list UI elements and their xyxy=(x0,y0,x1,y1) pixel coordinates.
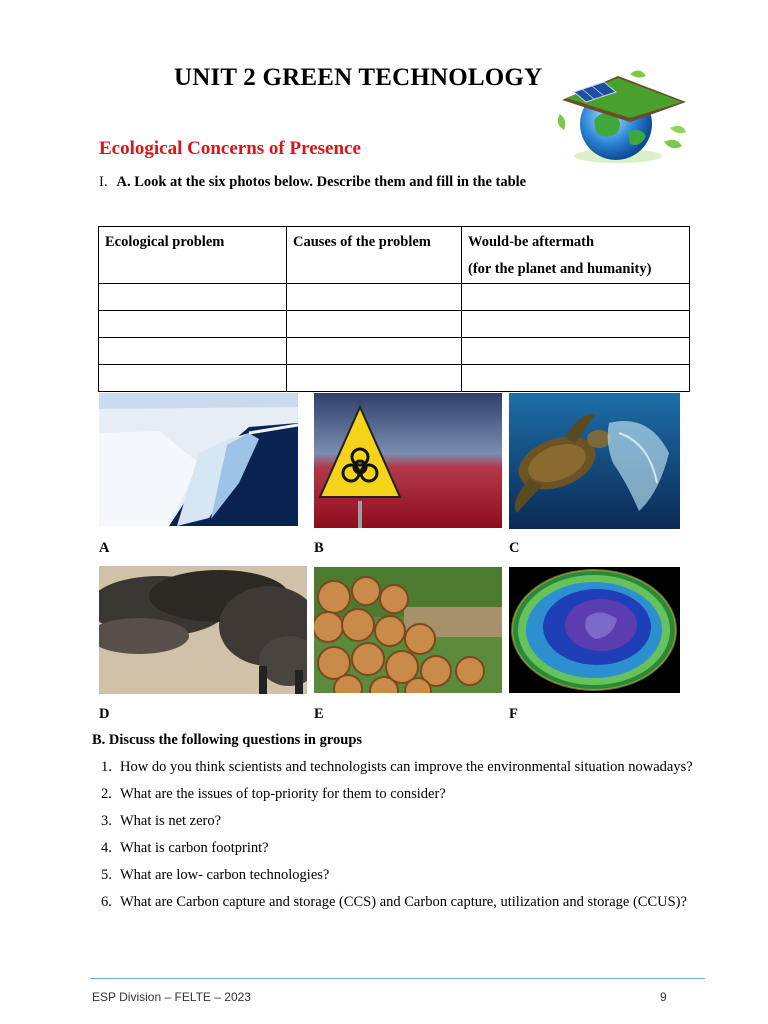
table-cell[interactable] xyxy=(287,365,462,392)
photo-c-turtle-plastic xyxy=(509,393,680,529)
table-cell[interactable] xyxy=(99,365,287,392)
photo-label-b: B xyxy=(314,540,324,556)
list-item xyxy=(99,808,705,835)
section-title: Ecological Concerns of Presence xyxy=(99,138,361,159)
photo-b-biohazard xyxy=(314,393,502,528)
discussion-questions xyxy=(99,754,705,916)
question-text: What is net zero? xyxy=(120,813,222,829)
question-text: What are Carbon capture and storage (CCS) and Carbon capture, utilization and storage (CCUS)? xyxy=(120,894,687,910)
table-cell[interactable] xyxy=(99,284,287,311)
table-row xyxy=(99,284,690,311)
footer-text: ESP Division – FELTE – 2023 xyxy=(92,990,251,1004)
table-cell[interactable] xyxy=(462,284,690,311)
list-item xyxy=(99,889,705,916)
question-number: 4. xyxy=(101,840,112,856)
table-cell[interactable] xyxy=(287,338,462,365)
table-row xyxy=(99,311,690,338)
table-cell[interactable] xyxy=(462,365,690,392)
photo-label-e: E xyxy=(314,706,324,722)
part-a-instruction-text: A. Look at the six photos below. Describe them and fill in the table xyxy=(116,174,527,190)
header-causes: Causes of the problem xyxy=(287,227,462,284)
question-text: What are the issues of top-priority for them to consider? xyxy=(120,786,446,802)
header-ecological-problem: Ecological problem xyxy=(99,227,287,284)
list-item xyxy=(99,862,705,889)
table-cell[interactable] xyxy=(287,284,462,311)
question-number: 6. xyxy=(101,894,112,910)
problem-table xyxy=(98,226,690,392)
table-cell[interactable] xyxy=(462,311,690,338)
table-cell[interactable] xyxy=(99,311,287,338)
table-header-row xyxy=(99,227,690,284)
question-number: 2. xyxy=(101,786,112,802)
table-cell[interactable] xyxy=(462,338,690,365)
part-b-heading: B. Discuss the following questions in groups xyxy=(92,732,363,748)
question-text: How do you think scientists and technologists can improve the environmental situation nowadays? xyxy=(120,759,693,775)
question-number: 1. xyxy=(101,759,112,775)
part-a-numeral: I. xyxy=(99,174,108,190)
photo-label-d: D xyxy=(99,706,110,722)
photo-label-f: F xyxy=(509,706,518,722)
table-cell[interactable] xyxy=(287,311,462,338)
footer-divider xyxy=(90,978,705,979)
list-item xyxy=(99,754,705,781)
photo-label-a: A xyxy=(99,540,110,556)
green-globe-logo-icon xyxy=(546,62,694,166)
list-item xyxy=(99,781,705,808)
photo-d-factory-smoke xyxy=(99,566,307,694)
list-item xyxy=(99,835,705,862)
page-title: UNIT 2 GREEN TECHNOLOGY xyxy=(174,64,543,91)
header-aftermath xyxy=(462,227,690,284)
photo-a-glacier xyxy=(99,393,298,526)
header-aftermath-line2: (for the planet and humanity) xyxy=(468,261,652,277)
question-text: What are low- carbon technologies? xyxy=(120,867,330,883)
table-cell[interactable] xyxy=(99,338,287,365)
photo-f-ozone-hole xyxy=(509,567,680,693)
header-aftermath-line1: Would-be aftermath xyxy=(468,234,595,250)
part-a-instruction xyxy=(99,174,526,191)
table-row xyxy=(99,365,690,392)
page-number: 9 xyxy=(660,990,667,1004)
photo-label-c: C xyxy=(509,540,520,556)
question-text: What is carbon footprint? xyxy=(120,840,269,856)
question-number: 5. xyxy=(101,867,112,883)
table-row xyxy=(99,338,690,365)
question-number: 3. xyxy=(101,813,112,829)
photo-e-cut-logs xyxy=(314,567,502,693)
